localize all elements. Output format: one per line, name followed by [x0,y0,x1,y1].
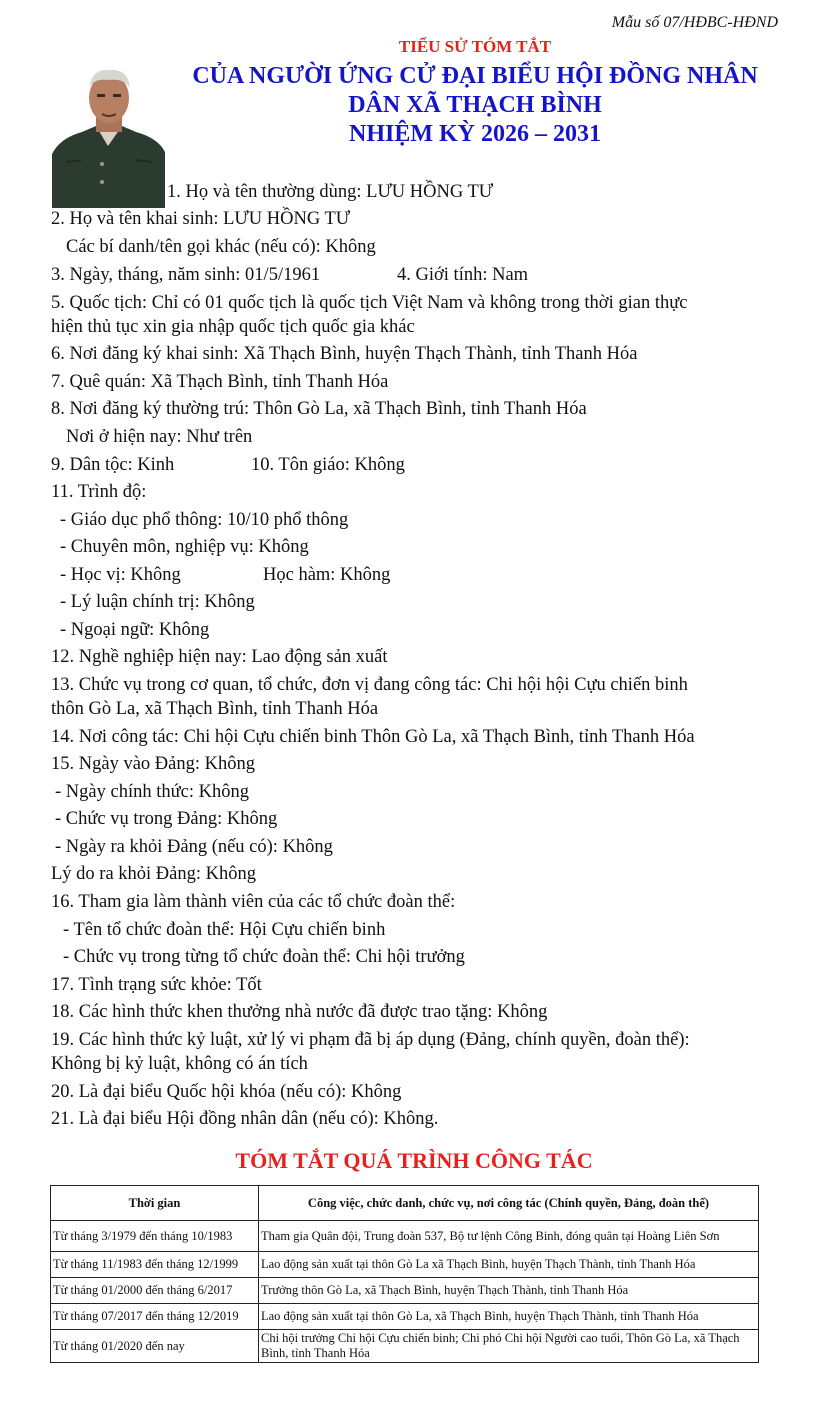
item-nationality-2: hiện thủ tục xin gia nhập quốc tịch quốc gia khác [51,317,415,337]
row-time: Từ tháng 07/2017 đến tháng 12/2019 [51,1304,259,1330]
row-time: Từ tháng 01/2000 đến tháng 6/2017 [51,1278,259,1304]
item-position-2: thôn Gò La, xã Thạch Bình, tỉnh Thanh Hóa [51,699,379,719]
item-gender: 4. Giới tính: Nam [397,265,529,285]
item-nationality-1: 5. Quốc tịch: Chỉ có 01 quốc tịch là quốc tịch Việt Nam và không trong thời gian thực [51,293,688,313]
row-job: Tham gia Quân đội, Trung đoàn 537, Bộ tư lệnh Công Binh, đóng quân tại Hoàng Liên Sơn [259,1221,759,1252]
title-line-1: CỦA NGƯỜI ỨNG CỬ ĐẠI BIỂU HỘI ĐỒNG NHÂN [192,63,758,89]
column-header-time: Thời gian [51,1186,259,1221]
work-history-table [50,1185,759,1363]
doc-title [165,62,785,149]
item-birth-date: 3. Ngày, tháng, năm sinh: 01/5/1961 [51,265,321,285]
item-occupation: 12. Nghề nghiệp hiện nay: Lao động sản xuất [51,647,388,667]
item-birth-registration: 6. Nơi đăng ký khai sinh: Xã Thạch Bình, huyện Thạch Thành, tỉnh Thanh Hóa [51,344,638,364]
row-time: Từ tháng 01/2020 đến nay [51,1330,259,1363]
table-row [51,1304,759,1330]
item-party-leave-reason: Lý do ra khỏi Đảng: Không [51,864,257,884]
item-ethnicity: 9. Dân tộc: Kinh [51,455,175,475]
item-peoples-council: 21. Là đại biểu Hội đồng nhân dân (nếu có): Không. [51,1109,439,1129]
row-time: Từ tháng 11/1983 đến tháng 12/1999 [51,1252,259,1278]
item-party-position: - Chức vụ trong Đảng: Không [55,809,278,829]
table-row [51,1330,759,1363]
item-discipline-1: 19. Các hình thức kỷ luật, xử lý vi phạm đã bị áp dụng (Đảng, chính quyền, đoàn thể): [51,1030,690,1050]
title-line-2: DÂN XÃ THẠCH BÌNH [348,92,602,118]
item-party-join-date: 15. Ngày vào Đảng: Không [51,754,255,774]
row-time: Từ tháng 3/1979 đến tháng 10/1983 [51,1221,259,1252]
item-aliases: Các bí danh/tên gọi khác (nếu có): Không [66,237,376,257]
item-permanent-address: 8. Nơi đăng ký thường trú: Thôn Gò La, xã Thạch Bình, tỉnh Thanh Hóa [51,399,587,419]
item-common-name: 1. Họ và tên thường dùng: LƯU HỒNG TƯ [167,182,494,202]
item-awards: 18. Các hình thức khen thưởng nhà nước đã được trao tặng: Không [51,1002,548,1022]
item-birth-name: 2. Họ và tên khai sinh: LƯU HỒNG TƯ [51,209,351,229]
item-current-residence: Nơi ở hiện nay: Như trên [66,427,253,447]
item-position-1: 13. Chức vụ trong cơ quan, tổ chức, đơn vị đang công tác: Chi hội hội Cựu chiến binh [51,675,688,695]
item-organization-name: - Tên tổ chức đoàn thể: Hội Cựu chiến binh [63,920,386,940]
item-organizations: 16. Tham gia làm thành viên của các tổ chức đoàn thể: [51,892,456,912]
candidate-photo [52,42,165,208]
row-job: Lao động sản xuất tại thôn Gò La, xã Thạch Bình, huyện Thạch Thành, tỉnh Thanh Hóa [259,1304,759,1330]
item-health: 17. Tình trạng sức khỏe: Tốt [51,975,262,995]
work-history-title: TÓM TẮT QUÁ TRÌNH CÔNG TÁC [235,1148,593,1173]
row-job: Trưởng thôn Gò La, xã Thạch Bình, huyện Thạch Thành, tỉnh Thanh Hóa [259,1278,759,1304]
column-header-job: Công việc, chức danh, chức vụ, nơi công tác (Chính quyền, Đảng, đoàn thể) [259,1186,759,1221]
doc-subtitle: TIỂU SỬ TÓM TẮT [398,37,552,56]
item-degree: - Học vị: Không [60,565,181,585]
table-row [51,1278,759,1304]
item-organization-position: - Chức vụ trong từng tổ chức đoàn thể: Chi hội trưởng [63,947,465,967]
item-general-education: - Giáo dục phổ thông: 10/10 phổ thông [60,510,349,530]
item-party-official-date: - Ngày chính thức: Không [55,782,249,802]
portrait-image [52,42,165,208]
title-line-3: NHIỆM KỲ 2026 – 2031 [349,121,601,147]
form-number: Mẫu số 07/HĐBC-HĐND [611,14,778,31]
row-job: Chi hội trưởng Chi hội Cựu chiến binh; Chi phó Chi hội Người cao tuổi, Thôn Gò La, xã Thạch Bình, tỉnh Thanh Hóa [259,1330,759,1363]
row-job: Lao động sản xuất tại thôn Gò La xã Thạch Bình, huyện Thạch Thành, tỉnh Thanh Hóa [259,1252,759,1278]
item-education-heading: 11. Trình độ: [51,482,147,502]
item-national-assembly: 20. Là đại biểu Quốc hội khóa (nếu có): Không [51,1082,402,1102]
item-political-theory: - Lý luận chính trị: Không [60,592,255,612]
item-professional: - Chuyên môn, nghiệp vụ: Không [60,537,309,557]
item-religion: 10. Tôn giáo: Không [251,455,405,475]
table-header-row [51,1186,759,1221]
item-academic-title: Học hàm: Không [263,565,391,585]
item-foreign-language: - Ngoại ngữ: Không [60,620,210,640]
item-hometown: 7. Quê quán: Xã Thạch Bình, tỉnh Thanh Hóa [51,372,389,392]
item-discipline-2: Không bị kỷ luật, không có án tích [51,1054,308,1074]
item-workplace: 14. Nơi công tác: Chi hội Cựu chiến binh Thôn Gò La, xã Thạch Bình, tỉnh Thanh Hóa [51,727,695,747]
table-row [51,1221,759,1252]
item-party-leave-date: - Ngày ra khỏi Đảng (nếu có): Không [55,837,333,857]
table-row [51,1252,759,1278]
